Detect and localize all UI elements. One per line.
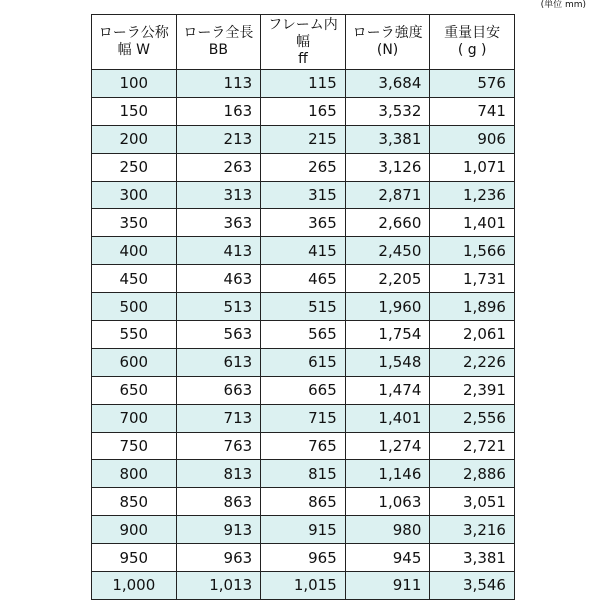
- cell-roller-strength: 3,684: [345, 70, 430, 98]
- cell-weight: 2,061: [430, 321, 515, 349]
- cell-nominal-width: 650: [92, 376, 177, 404]
- cell-roller-strength: 1,274: [345, 432, 430, 460]
- cell-nominal-width: 900: [92, 516, 177, 544]
- cell-frame-inner-width: 465: [261, 265, 346, 293]
- table-row: [92, 293, 515, 321]
- cell-frame-inner-width: 115: [261, 70, 346, 98]
- cell-frame-inner-width: 515: [261, 293, 346, 321]
- cell-frame-inner-width: 915: [261, 516, 346, 544]
- cell-roller-length: 613: [176, 348, 261, 376]
- cell-nominal-width: 850: [92, 488, 177, 516]
- header-roller-length: [176, 15, 261, 70]
- table-body: [92, 70, 515, 600]
- header-label-line2: ff: [298, 50, 308, 67]
- table-row: [92, 237, 515, 265]
- cell-nominal-width: 550: [92, 321, 177, 349]
- cell-roller-strength: 1,401: [345, 404, 430, 432]
- cell-nominal-width: 350: [92, 209, 177, 237]
- cell-nominal-width: 1,000: [92, 572, 177, 600]
- cell-roller-strength: 1,754: [345, 321, 430, 349]
- cell-weight: 2,556: [430, 404, 515, 432]
- header-row: [92, 15, 515, 70]
- cell-roller-strength: 980: [345, 516, 430, 544]
- cell-frame-inner-width: 1,015: [261, 572, 346, 600]
- cell-nominal-width: 300: [92, 181, 177, 209]
- cell-roller-length: 513: [176, 293, 261, 321]
- cell-weight: 2,886: [430, 460, 515, 488]
- cell-roller-length: 463: [176, 265, 261, 293]
- cell-roller-strength: 1,146: [345, 460, 430, 488]
- table-row: [92, 70, 515, 98]
- cell-frame-inner-width: 865: [261, 488, 346, 516]
- cell-weight: 3,546: [430, 572, 515, 600]
- header-label-line2: ( g ): [457, 42, 487, 58]
- cell-nominal-width: 450: [92, 265, 177, 293]
- cell-roller-length: 713: [176, 404, 261, 432]
- cell-roller-strength: 3,532: [345, 97, 430, 125]
- cell-frame-inner-width: 365: [261, 209, 346, 237]
- cell-weight: 1,236: [430, 181, 515, 209]
- table-row: [92, 544, 515, 572]
- cell-weight: 2,721: [430, 432, 515, 460]
- cell-roller-length: 763: [176, 432, 261, 460]
- cell-roller-strength: 945: [345, 544, 430, 572]
- cell-weight: 1,401: [430, 209, 515, 237]
- table-row: [92, 265, 515, 293]
- cell-nominal-width: 250: [92, 153, 177, 181]
- cell-nominal-width: 800: [92, 460, 177, 488]
- cell-roller-length: 563: [176, 321, 261, 349]
- cell-frame-inner-width: 665: [261, 376, 346, 404]
- cell-roller-length: 213: [176, 125, 261, 153]
- table-row: [92, 181, 515, 209]
- roller-spec-table: [91, 14, 515, 600]
- table-row: [92, 460, 515, 488]
- header-weight: [430, 15, 515, 70]
- cell-frame-inner-width: 565: [261, 321, 346, 349]
- header-label-line2: 幅 W: [117, 42, 150, 58]
- table-row: [92, 516, 515, 544]
- cell-weight: 3,051: [430, 488, 515, 516]
- cell-roller-length: 113: [176, 70, 261, 98]
- table-row: [92, 97, 515, 125]
- cell-weight: 3,381: [430, 544, 515, 572]
- header-label-line1: 重量目安: [444, 25, 501, 41]
- cell-roller-length: 963: [176, 544, 261, 572]
- cell-weight: 1,566: [430, 237, 515, 265]
- cell-roller-length: 1,013: [176, 572, 261, 600]
- header-label-line1: ローラ強度: [352, 25, 423, 41]
- cell-roller-length: 413: [176, 237, 261, 265]
- header-label-line1: フレーム内幅: [268, 16, 338, 50]
- cell-nominal-width: 500: [92, 293, 177, 321]
- cell-roller-strength: 3,381: [345, 125, 430, 153]
- cell-weight: 576: [430, 70, 515, 98]
- cell-roller-strength: 1,474: [345, 376, 430, 404]
- cell-weight: 2,391: [430, 376, 515, 404]
- table-header: [92, 15, 515, 70]
- cell-weight: 3,216: [430, 516, 515, 544]
- header-label-line2: BB: [208, 42, 228, 58]
- cell-roller-length: 863: [176, 488, 261, 516]
- cell-nominal-width: 100: [92, 70, 177, 98]
- cell-roller-strength: 2,450: [345, 237, 430, 265]
- cell-frame-inner-width: 815: [261, 460, 346, 488]
- cell-nominal-width: 150: [92, 97, 177, 125]
- cell-frame-inner-width: 615: [261, 348, 346, 376]
- cell-roller-strength: 2,660: [345, 209, 430, 237]
- table-row: [92, 209, 515, 237]
- cell-nominal-width: 200: [92, 125, 177, 153]
- cell-nominal-width: 750: [92, 432, 177, 460]
- table-row: [92, 125, 515, 153]
- cell-nominal-width: 700: [92, 404, 177, 432]
- cell-frame-inner-width: 415: [261, 237, 346, 265]
- header-label-line1: ローラ公称: [98, 25, 169, 41]
- cell-roller-strength: 2,871: [345, 181, 430, 209]
- cell-roller-length: 663: [176, 376, 261, 404]
- table-row: [92, 376, 515, 404]
- cell-frame-inner-width: 315: [261, 181, 346, 209]
- cell-frame-inner-width: 715: [261, 404, 346, 432]
- cell-weight: 906: [430, 125, 515, 153]
- cell-roller-strength: 1,063: [345, 488, 430, 516]
- cell-frame-inner-width: 265: [261, 153, 346, 181]
- cell-roller-length: 363: [176, 209, 261, 237]
- cell-roller-strength: 1,960: [345, 293, 430, 321]
- cell-weight: 1,731: [430, 265, 515, 293]
- cell-roller-length: 263: [176, 153, 261, 181]
- header-label-line1: ローラ全長: [183, 25, 254, 41]
- cell-nominal-width: 400: [92, 237, 177, 265]
- cell-weight: 1,071: [430, 153, 515, 181]
- header-frame-inner-width: [261, 15, 346, 70]
- cell-weight: 2,226: [430, 348, 515, 376]
- table-row: [92, 348, 515, 376]
- table-row: [92, 153, 515, 181]
- cell-roller-strength: 2,205: [345, 265, 430, 293]
- cell-roller-length: 313: [176, 181, 261, 209]
- header-label-line2: (N): [376, 42, 399, 58]
- cell-weight: 1,896: [430, 293, 515, 321]
- table-row: [92, 488, 515, 516]
- cell-roller-length: 913: [176, 516, 261, 544]
- table-row: [92, 404, 515, 432]
- header-nominal-width: [92, 15, 177, 70]
- header-roller-strength: [345, 15, 430, 70]
- cell-roller-strength: 1,548: [345, 348, 430, 376]
- table-row: [92, 572, 515, 600]
- cell-roller-length: 813: [176, 460, 261, 488]
- cell-frame-inner-width: 965: [261, 544, 346, 572]
- cell-frame-inner-width: 165: [261, 97, 346, 125]
- table-row: [92, 432, 515, 460]
- unit-note: (単位 mm): [540, 0, 586, 10]
- cell-frame-inner-width: 765: [261, 432, 346, 460]
- cell-weight: 741: [430, 97, 515, 125]
- cell-roller-strength: 3,126: [345, 153, 430, 181]
- cell-roller-length: 163: [176, 97, 261, 125]
- cell-nominal-width: 600: [92, 348, 177, 376]
- cell-frame-inner-width: 215: [261, 125, 346, 153]
- table-row: [92, 321, 515, 349]
- cell-nominal-width: 950: [92, 544, 177, 572]
- cell-roller-strength: 911: [345, 572, 430, 600]
